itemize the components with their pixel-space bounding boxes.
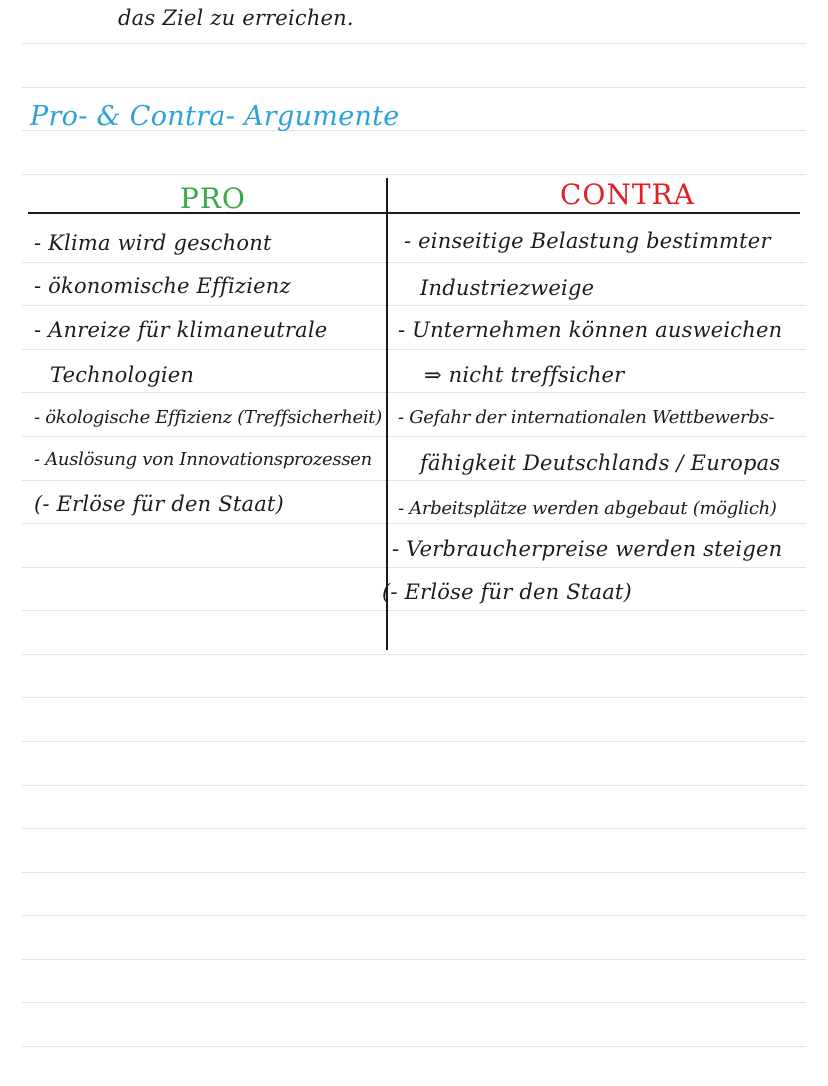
pro-item: (- Erlöse für den Staat)	[34, 492, 284, 516]
intro-line: das Ziel zu erreichen.	[118, 6, 354, 30]
ruled-line	[22, 305, 806, 306]
contra-item: - Unternehmen können ausweichen	[398, 318, 783, 342]
contra-item: - Gefahr der internationalen Wettbewerbs-	[398, 407, 775, 428]
ruled-line	[22, 1046, 806, 1047]
page-heading: Pro- & Contra- Argumente	[30, 101, 400, 132]
ruled-line	[22, 87, 806, 88]
ruled-line	[22, 872, 806, 873]
ruled-line	[22, 436, 806, 437]
ruled-line	[22, 523, 806, 524]
pro-column-header: PRO	[180, 182, 246, 215]
contra-item-continuation: fähigkeit Deutschlands / Europas	[420, 451, 781, 475]
ruled-line	[22, 1002, 806, 1003]
pro-item: - ökologische Effizienz (Treffsicherheit)	[34, 407, 382, 428]
ruled-line	[22, 567, 806, 568]
table-header-divider	[28, 212, 800, 214]
contra-item: (- Erlöse für den Staat)	[382, 580, 632, 604]
ruled-line	[22, 654, 806, 655]
pro-item: - Auslösung von Innovationsprozessen	[34, 449, 372, 470]
ruled-line	[22, 349, 806, 350]
contra-item-continuation: Industriezweige	[420, 276, 595, 300]
ruled-line	[22, 915, 806, 916]
contra-item: - Verbraucherpreise werden steigen	[392, 537, 783, 561]
ruled-line	[22, 741, 806, 742]
pro-item: - ökonomische Effizienz	[34, 274, 291, 298]
ruled-line	[22, 697, 806, 698]
ruled-line	[22, 610, 806, 611]
ruled-line	[22, 174, 806, 175]
contra-item-continuation: ⇒ nicht treffsicher	[424, 363, 625, 387]
ruled-line	[22, 43, 806, 44]
ruled-line	[22, 392, 806, 393]
ruled-line	[22, 785, 806, 786]
pro-item-continuation: Technologien	[50, 363, 195, 387]
contra-column-header: CONTRA	[560, 178, 695, 211]
ruled-line	[22, 480, 806, 481]
contra-item: - einseitige Belastung bestimmter	[404, 229, 771, 253]
pro-item: - Anreize für klimaneutrale	[34, 318, 328, 342]
pro-item: - Klima wird geschont	[34, 231, 272, 255]
contra-item: - Arbeitsplätze werden abgebaut (möglich)	[398, 498, 777, 519]
ruled-line	[22, 959, 806, 960]
ruled-line	[22, 828, 806, 829]
ruled-line	[22, 262, 806, 263]
